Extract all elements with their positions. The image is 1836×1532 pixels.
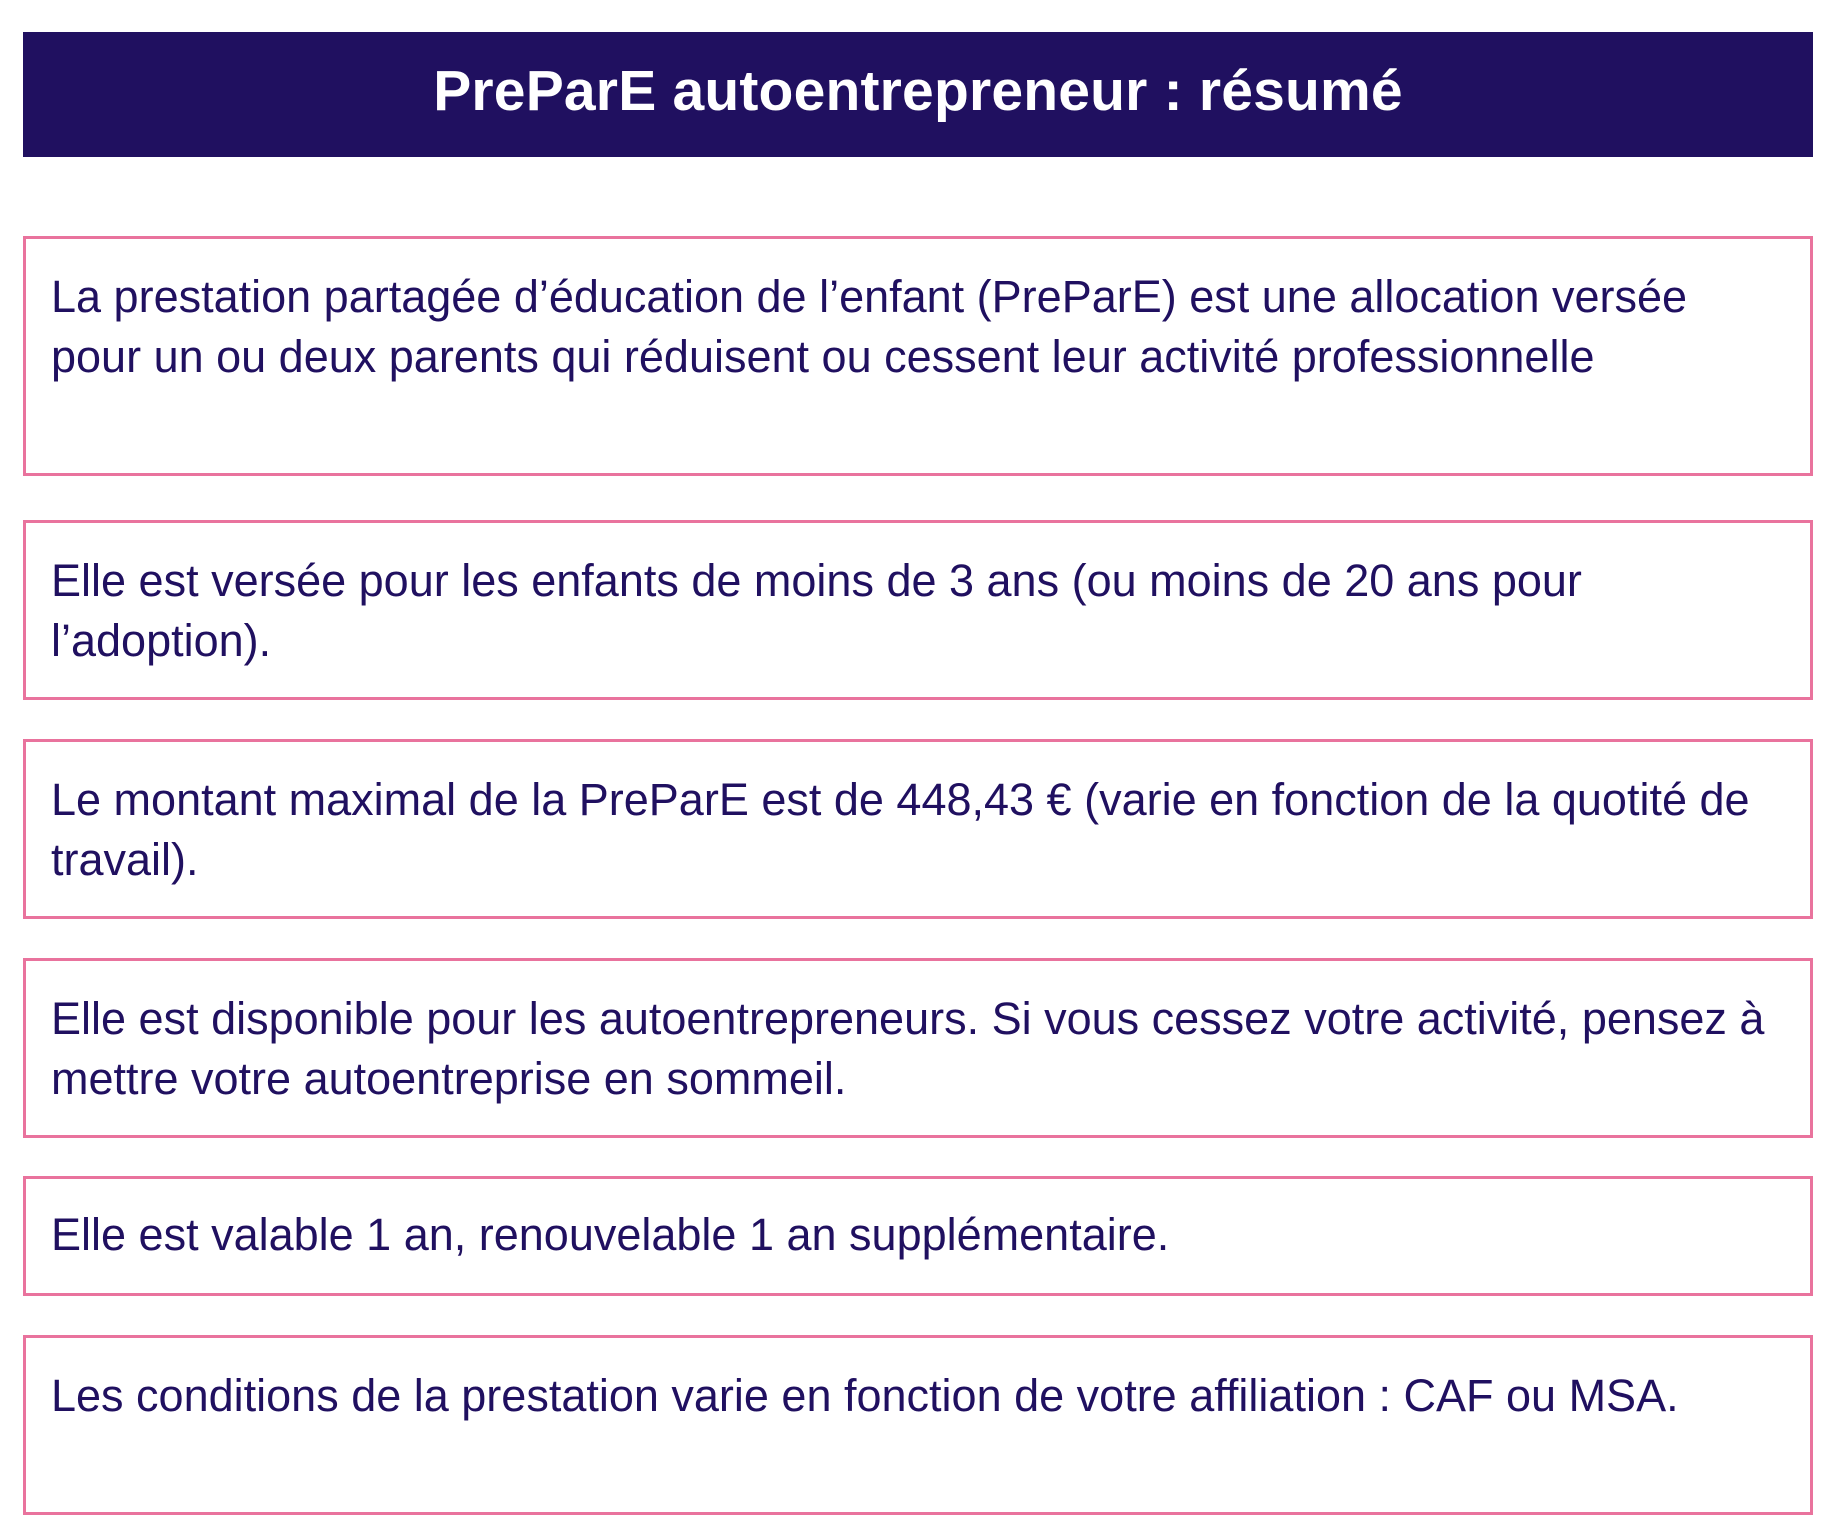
summary-card-text: Elle est valable 1 an, renouvelable 1 an supplémentaire. [51,1209,1170,1260]
summary-card-text: Les conditions de la prestation varie en fonction de votre affiliation : CAF ou MSA. [51,1370,1679,1421]
summary-card-amount [23,739,1813,919]
summary-header [23,32,1813,157]
summary-card-text: Le montant maximal de la PreParE est de 448,43 € (varie en fonction de la quotité de travail). [51,774,1750,885]
summary-card-duration [23,1176,1813,1296]
summary-card-text: Elle est versée pour les enfants de moins de 3 ans (ou moins de 20 ans pour l’adoption). [51,555,1582,666]
summary-card-text: La prestation partagée d’éducation de l’enfant (PreParE) est une allocation versée pour un ou deux parents qui réduisent ou cessent leur activité professionnelle [51,271,1688,382]
summary-card-conditions [23,1335,1813,1515]
summary-card-age-limit [23,520,1813,700]
summary-card-eligibility [23,958,1813,1138]
page-title: PreParE autoentrepreneur : résumé [433,58,1403,123]
summary-card-text: Elle est disponible pour les autoentrepreneurs. Si vous cessez votre activité, pensez à mettre votre autoentreprise en sommeil. [51,993,1765,1104]
summary-card-definition [23,236,1813,476]
